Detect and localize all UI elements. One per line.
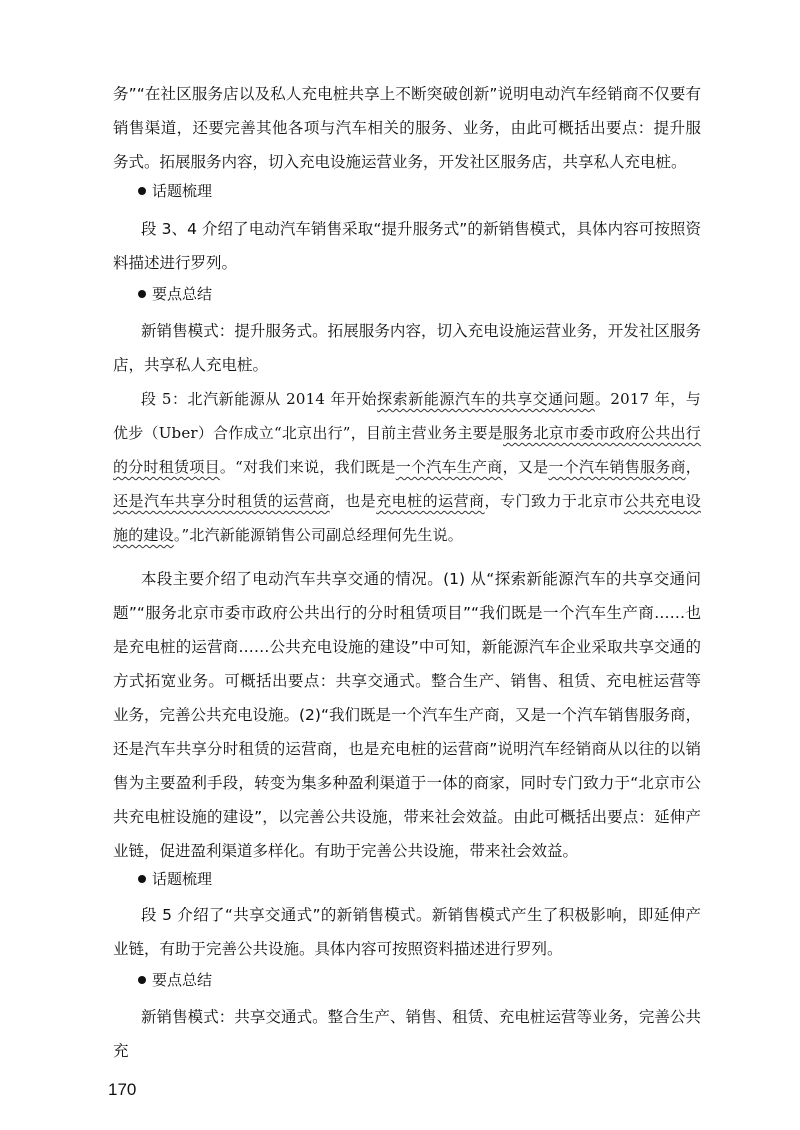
- underlined-phrase: 公共充电设施的建设: [113, 492, 701, 544]
- underlined-phrase: 一个汽车生产商: [395, 458, 503, 476]
- bullet-icon: [138, 976, 146, 984]
- underlined-phrase: 探索新能源汽车的共享交通问题: [377, 390, 595, 408]
- heading-key-points-1: 要点总结: [138, 279, 212, 309]
- page-number: 170: [108, 1080, 137, 1099]
- heading-topic-review-2: 话题梳理: [138, 864, 212, 894]
- source-passage-5: 段 5：北汽新能源从 2014 年开始探索新能源汽车的共享交通问题。2017 年，与优步（Uber）合作成立“北京出行”，目前主营业务主要是服务北京市委市政府公共出行的分时租赁项目。“对我们来说，我们既是一个汽车生产商，又是一个汽车销售服务商，还是汽车共享分时租赁的运营商，也是充电桩的运营商，专门致力于北京市公共充电设施的建设。”北汽新能源销售公司副总经理何先生说。: [113, 390, 701, 544]
- underlined-phrase: 还是汽车共享分时租赁的运营商: [113, 492, 330, 510]
- paragraph-topic-review-2: 段 5 介绍了“共享交通式”的新销售模式。新销售模式产生了积极影响，即延伸产业链，有助于完善公共设施。具体内容可按照资料描述进行罗列。: [113, 906, 701, 958]
- underlined-phrase: 充电桩的运营商: [376, 492, 485, 510]
- heading-key-points-2: 要点总结: [138, 965, 212, 995]
- heading-topic-review-1: 话题梳理: [138, 176, 212, 206]
- underlined-phrase: 一个汽车销售服务商: [548, 458, 686, 476]
- paragraph-key-points-1: 新销售模式：提升服务式。拓展服务内容，切入充电设施运营业务，开发社区服务店，共享私人充电桩。: [113, 322, 701, 374]
- paragraph-topic-review-1: 段 3、4 介绍了电动汽车销售采取“提升服务式”的新销售模式，具体内容可按照资料描述进行罗列。: [113, 220, 701, 272]
- bullet-icon: [138, 875, 146, 883]
- paragraph-analysis-5: 本段主要介绍了电动汽车共享交通的情况。(1) 从“探索新能源汽车的共享交通问题”“服务北京市委市政府公共出行的分时租赁项目”“我们既是一个汽车生产商……也是充电桩的运营商……公共充电设施的建设”中可知，新能源汽车企业采取共享交通的方式拓宽业务。可概括出要点：共享交通式。整合生产、销售、租赁、充电桩运营等业务，完善公共充电设施。(2)“我们既是一个汽车生产商，又是一个汽车销售服务商，还是汽车共享分时租赁的运营商，也是充电桩的运营商”说明汽车经销商从以往的以销售为主要盈利手段，转变为集多种盈利渠道于一体的商家，同时专门致力于“北京市公共充电桩设施的建设”，以完善公共设施，带来社会效益。由此可概括出要点：延伸产业链，促进盈利渠道多样化。有助于完善公共设施，带来社会效益。: [113, 570, 701, 860]
- paragraph-key-points-2: 新销售模式：共享交通式。整合生产、销售、租赁、充电桩运营等业务，完善公共充: [113, 1008, 701, 1060]
- bullet-icon: [138, 187, 146, 195]
- underlined-phrase: 服务北京市委市政府公共出行的分时租赁项目: [113, 424, 701, 476]
- bullet-icon: [138, 290, 146, 298]
- paragraph-intro-continuation: 务”“在社区服务店以及私人充电桩共享上不断突破创新”说明电动汽车经销商不仅要有销售渠道，还要完善其他各项与汽车相关的服务、业务，由此可概括出要点：提升服务式。拓展服务内容，切入充电设施运营业务，开发社区服务店，共享私人充电桩。: [113, 85, 701, 171]
